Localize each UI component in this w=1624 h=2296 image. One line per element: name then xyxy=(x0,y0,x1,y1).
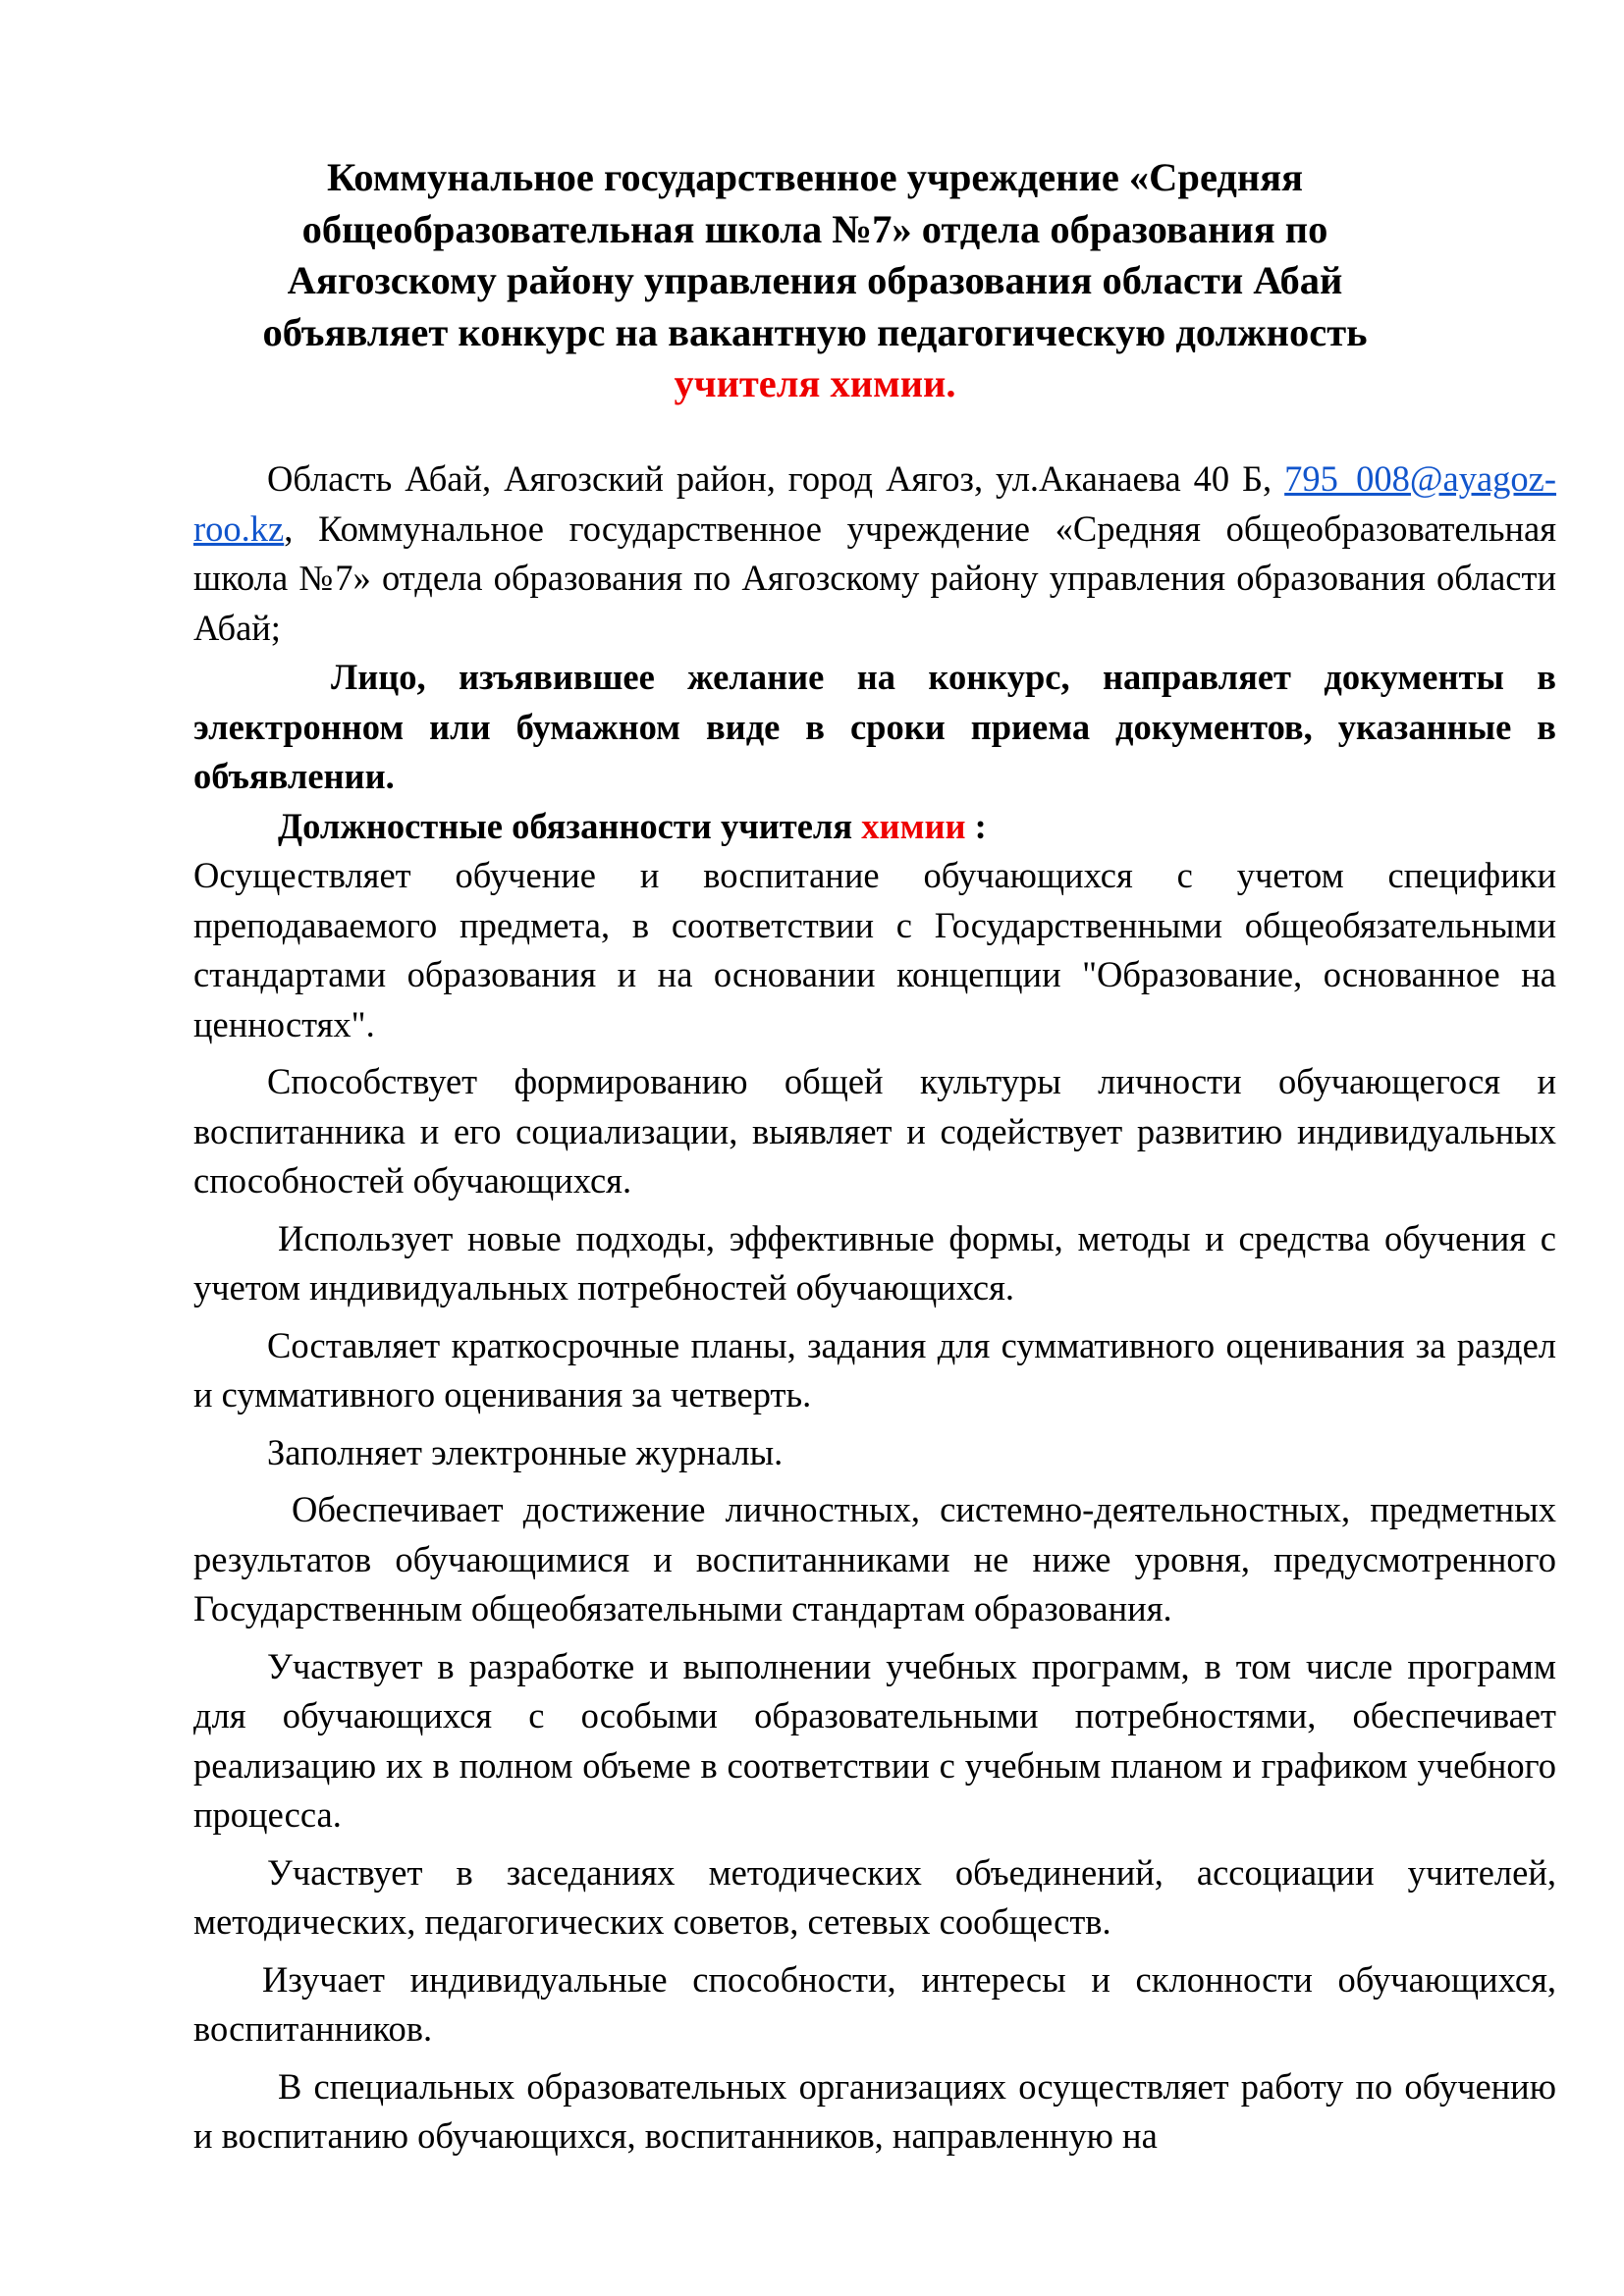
duty-paragraph-6: Обеспечивает достижение личностных, системно-деятельностных, предметных результатов обучающимися и воспитанниками не ниже уровня, предусмотренного Государственным общеобязательными стандартам образования. xyxy=(193,1489,1556,1629)
title-line-1: Коммунальное государственное учреждение «Средняя xyxy=(326,155,1304,199)
duty-paragraph-2: Способствует формированию общей культуры личности обучающегося и воспитанника и его социализации, выявляет и содействует развитию индивидуальных способностей обучающихся. xyxy=(193,1061,1556,1201)
address-text: Область Абай, Аягозский район, город Аягоз, ул.Аканаева 40 Б, xyxy=(267,458,1272,499)
title-line-2: общеобразовательная школа №7» отдела образования по xyxy=(301,206,1328,251)
address-institution: , Коммунальное государственное учреждение «Средняя общеобразовательная школа №7» отдела образования по Аягозскому району управления образования области Абай; xyxy=(193,507,1556,648)
duties-heading-subject: химии xyxy=(861,805,966,846)
email-link[interactable]: 795_008@ayagoz-roo.kz xyxy=(193,458,1557,549)
announcement-body xyxy=(193,454,1556,2162)
submission-notice: Лицо, изъявившее желание на конкурс, направляет документы в электронном или бумажном виде в сроки приема документов, указанные в объявлении. xyxy=(193,657,1556,796)
address-paragraph xyxy=(193,454,1556,653)
title-line-3: Аягозскому району управления образования области Абай xyxy=(287,258,1343,302)
title-position-name: учителя химии. xyxy=(674,361,956,405)
duty-paragraph-1: Осуществляет обучение и воспитание обучающихся с учетом специфики преподаваемого предмета, в соответствии с Государственными общеобязательными стандартами образования и на основании концепции "Образование, основанное на ценностях". xyxy=(193,855,1556,1044)
duty-paragraph-7: Участвует в разработке и выполнении учебных программ, в том числе программ для обучающихся с особыми образовательными потребностями, обеспечивает реализацию их в полном объеме в соответствии с учебным планом и графиком учебного процесса. xyxy=(193,1645,1556,1835)
duties-heading xyxy=(193,802,1556,852)
duty-paragraph-5: Заполняет электронные журналы. xyxy=(267,1431,784,1472)
announcement-title xyxy=(236,152,1394,410)
duties-heading-suffix: : xyxy=(965,805,987,846)
duties-heading-prefix: Должностные обязанности учителя xyxy=(278,805,862,846)
duty-paragraph-10: В специальных образовательных организациях осуществляет работу по обучению и воспитанию обучающихся, воспитанников, направленную на xyxy=(193,2065,1556,2156)
duty-paragraph-9: Изучает индивидуальные способности, интересы и склонности обучающихся, воспитанников. xyxy=(193,1958,1556,2049)
duty-paragraph-8: Участвует в заседаниях методических объединений, ассоциации учителей, методических, педагогических советов, сетевых сообществ. xyxy=(193,1851,1556,1942)
title-line-4: объявляет конкурс на вакантную педагогическую должность xyxy=(262,309,1368,354)
duty-paragraph-4: Составляет краткосрочные планы, задания для суммативного оценивания за раздел и суммативного оценивания за четверть. xyxy=(193,1324,1556,1415)
duty-paragraph-3: Использует новые подходы, эффективные формы, методы и средства обучения с учетом индивидуальных потребностей обучающихся. xyxy=(193,1217,1556,1308)
